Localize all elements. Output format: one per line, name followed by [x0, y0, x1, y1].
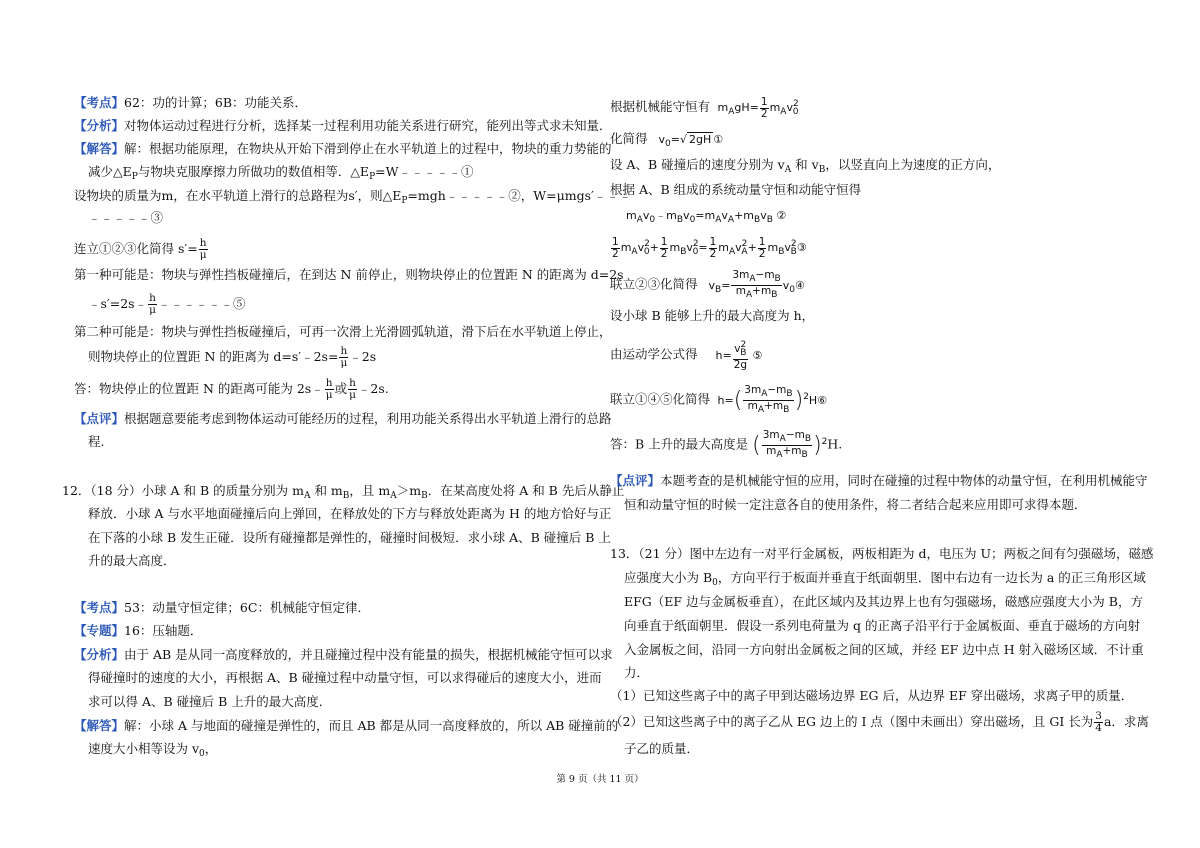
- text: 释放．小球 A 与水平地面碰撞后向上弹回，在释放处的下方与释放处距离为 H 的地方恰好与正: [88, 506, 612, 521]
- text: （2）已知这些离子中的离子乙从 EG 边上的 I 点（图中未画出）穿出磁场，且 GI 长为: [610, 714, 1094, 729]
- subscript: P: [401, 196, 408, 206]
- section-tag: 【分析】: [74, 118, 125, 133]
- jieda-line: [74, 139, 612, 159]
- text-line: [88, 551, 176, 571]
- text-line: [624, 592, 1143, 612]
- text: 联立①④⑤化简得: [610, 391, 711, 407]
- text-line: [624, 663, 649, 683]
- section-tag: 【专题】: [74, 623, 125, 638]
- equation-momentum: $m_Av_0﹣m_Bv_0=m_Av_A+m_Bv_B$ ②: [626, 209, 787, 225]
- subscript: 0: [199, 749, 205, 759]
- text: 答：B 上升的最大高度是: [610, 436, 749, 452]
- subscript: B: [818, 165, 826, 175]
- text: 子乙的质量．: [624, 741, 700, 756]
- denominator: 4: [1095, 722, 1102, 734]
- text: 入金属板之间，沿同一方向射出金属板之间的区域，并经 EF 边中点 H 射入磁场区域．不计重: [624, 642, 1144, 657]
- text-line: [610, 385, 827, 416]
- text: ，以竖直向上为速度的正方向，: [825, 157, 1001, 172]
- fraction: [348, 378, 357, 401]
- text-line: [624, 616, 1140, 636]
- dianping-line: [74, 409, 612, 429]
- text: 力．: [624, 665, 650, 680]
- text: 则物块停止的位置距 N 的距离为 d=s′﹣2s=: [88, 349, 339, 364]
- text: 在下落的小球 B 发生正碰．设所有碰撞都是弹性的，碰撞时间极短．求小球 A、B 碰撞后 B 上: [88, 530, 611, 545]
- text: 第一种可能是：物块与弹性挡板碰撞后，在到达 N 前停止，则物块停止的位置距 N 的距离为 d=2s: [74, 267, 624, 282]
- zhuanti-line: [74, 621, 202, 641]
- subscript: 0: [712, 578, 718, 588]
- section-tag: 【点评】: [610, 473, 661, 488]
- text-line: [610, 180, 861, 200]
- text-line: [74, 238, 209, 261]
- section-tag: 【点评】: [74, 411, 125, 426]
- section-tag: 【考点】: [74, 600, 125, 615]
- text: 答：物块停止的位置距 N 的距离可能为 2s﹣: [74, 381, 324, 396]
- subscript: A: [390, 491, 397, 501]
- text: （1）已知这些离子中的离子甲到达磁场边界 EG 后，从边界 EF 穿出磁场，求离子甲的质量．: [610, 688, 1134, 703]
- text: a．求离: [1103, 714, 1149, 729]
- fraction: [339, 346, 348, 369]
- text-line: [74, 322, 612, 342]
- text: 根据题意要能考虑到物体运动可能经历的过程，利用功能关系得出水平轨道上滑行的总路: [124, 411, 612, 426]
- text: ﹣2s: [349, 349, 377, 364]
- subscript: P: [369, 172, 376, 182]
- text: 设物块的质量为m，在水平轨道上滑行的总路程为s′，则△E: [74, 188, 402, 203]
- text: =W﹣﹣﹣﹣﹣①: [375, 164, 474, 179]
- text-line: [624, 568, 1146, 593]
- fraction: [1094, 711, 1103, 734]
- text: 和 v: [791, 157, 819, 172]
- text: ，方向平行于板面并垂直于纸面朝里．图中右边有一边长为 a 的正三角形区域: [717, 570, 1146, 585]
- text: 解：根据功能原理，在物块从开始下滑到停止在水平轨道上的过程中，物块的重力势能的: [124, 141, 612, 156]
- text: 根据 A、B 组成的系统动量守恒和动能守恒得: [610, 182, 862, 197]
- text: 与物块克服摩擦力所做功的数值相等．△E: [137, 164, 370, 179]
- denominator: μ: [325, 389, 333, 401]
- text: 速度大小相等设为 v: [88, 741, 200, 756]
- text: 解：小球 A 与地面的碰撞是弹性的，而且 AB 都是从同一高度释放的，所以 AB 碰撞前的: [124, 718, 619, 733]
- text: 16：压轴题．: [124, 623, 203, 638]
- text-line: [610, 711, 1149, 734]
- text-line: [88, 668, 602, 688]
- text: 和 m: [310, 483, 343, 498]
- subscript: B: [342, 491, 350, 501]
- fraction: [325, 378, 334, 401]
- fenxi-line: [74, 645, 613, 665]
- kaodian-line: [74, 93, 307, 113]
- section-tag: 【解答】: [74, 141, 125, 156]
- text: 减少△E: [88, 164, 132, 179]
- text: 向垂直于纸面朝里．假设一系列电荷量为 q 的正离子沿平行于金属板面、垂直于磁场的方向射: [624, 618, 1140, 633]
- denominator: μ: [199, 249, 207, 261]
- text-line: [88, 208, 163, 228]
- numerator: h: [349, 377, 356, 389]
- text: 62：功的计算；6B：功能关系．: [124, 95, 308, 110]
- subscript: B: [421, 491, 428, 501]
- text-line: [624, 640, 1144, 660]
- text: 设小球 B 能够上升的最大高度为 h，: [610, 308, 815, 323]
- text: 求可以得 A、B 碰撞后 B 上升的最大高度．: [88, 694, 332, 709]
- text: 或: [334, 381, 348, 396]
- text: 53：动量守恒定律；6C：机械能守恒定律．: [124, 600, 370, 615]
- numerator: h: [325, 377, 333, 389]
- text: ﹣﹣﹣﹣﹣③: [88, 210, 164, 225]
- subscript: P: [131, 172, 138, 182]
- denominator: μ: [349, 389, 356, 401]
- text: 由于 AB 是从同一高度释放的，并且碰撞过程中没有能量的损失，根据机械能守恒可以求: [124, 647, 613, 662]
- text: =mgh﹣﹣﹣﹣﹣②，W=μmgs′﹣﹣﹣: [407, 188, 632, 203]
- equation-energy: $m_AgH=$ $\frac{1}{2}$ $m_Av^2_0$: [714, 95, 799, 120]
- text-line: [624, 739, 699, 759]
- text: ﹣2s.: [357, 381, 389, 396]
- subscript: A: [303, 491, 311, 501]
- text: 13．（21 分）图中左边有一对平行金属板，两板相距为 d，电压为 U；两板之间有匀强磁场，磁感: [610, 546, 1154, 561]
- text-line: [88, 692, 331, 712]
- section-tag: 【考点】: [74, 95, 125, 110]
- denominator: μ: [340, 357, 348, 369]
- text: 对物体运动过程进行分析，选择某一过程利用功能关系进行研究，能列出等式求未知量．: [124, 118, 612, 133]
- answer-expression: ( $\frac{3mA-mB}{mA+mB}$ )$^2$: [752, 429, 828, 460]
- text: 恒和动量守恒的时候一定注意各自的使用条件，将二者结合起来应用即可求得本题．: [624, 497, 1087, 512]
- subscript: A: [784, 165, 792, 175]
- text: 连立①②③化简得 s′=: [74, 241, 198, 256]
- equation-kinetic: $\frac{1}{2}$ $m_Av^2_0+$ $\frac{1}{2}$ $m_Bv^2_0=$ $\frac{1}{2}$ $m_Av^2_A+$ $\frac{1}{2}$ $m_Bv^2_B③$: [612, 235, 807, 260]
- text: ．在某高度处将 A 和 B 先后从静止: [427, 483, 625, 498]
- section-tag: 【解答】: [74, 718, 125, 733]
- text: 联立②③化简得: [610, 276, 698, 292]
- text-line: [610, 340, 762, 371]
- text: 由运动学公式得: [610, 346, 698, 362]
- text-line: [610, 686, 1133, 706]
- text-line: [74, 265, 624, 285]
- text: 第二种可能是：物块与弹性挡板碰撞后，可再一次滑上光滑圆弧轨道，滑下后在水平轨道上停止，: [74, 324, 612, 339]
- kaodian-line: [74, 598, 370, 618]
- jieda-line: [74, 716, 618, 736]
- text: 程.: [88, 434, 105, 449]
- text: EFG（EF 边与金属板垂直），在此区域内及其边界上也有匀强磁场，磁感应强度大小为 B，方: [624, 594, 1143, 609]
- text: 设 A、B 碰撞后的速度分别为 v: [610, 157, 785, 172]
- text: ﹣﹣﹣﹣﹣﹣⑤: [157, 296, 246, 311]
- equation-vb: $v_B=$ $\frac{3mA-mB}{mA+mB}$ $v_0④$: [701, 269, 805, 300]
- text: 升的最大高度．: [88, 553, 176, 568]
- fraction: [199, 238, 208, 261]
- text-line: [610, 94, 798, 122]
- text: 12．（18 分）小球 A 和 B 的质量分别为 m: [62, 483, 304, 498]
- text-line: [88, 739, 217, 764]
- text: ，且 m: [349, 483, 391, 498]
- fraction: [148, 293, 157, 316]
- question-12: [62, 481, 624, 506]
- numerator: h: [149, 292, 156, 304]
- text-line: [88, 528, 611, 548]
- text-line: [88, 432, 104, 452]
- section-tag: 【分析】: [74, 647, 125, 662]
- text: 应强度大小为 B: [624, 570, 713, 585]
- page-footer: 第 9 页（共 11 页）: [556, 774, 644, 785]
- text: ＞m: [396, 483, 422, 498]
- equation-h-final: h=( $\frac{3mA-mB}{mA+mB}$ )$^2$H⑥: [714, 384, 828, 415]
- text-line: [88, 162, 473, 187]
- fenxi-line: [74, 116, 612, 136]
- question-13: [610, 544, 1154, 564]
- text-line: [610, 430, 842, 461]
- text-line: [88, 504, 611, 524]
- text: 化简得: [610, 131, 648, 146]
- text: 根据机械能守恒有: [610, 99, 711, 114]
- text: ，: [204, 741, 218, 756]
- dianping-line: [610, 471, 1148, 491]
- text: 得碰撞时的速度的大小，再根据 A、B 碰撞过程中动量守恒，可以求得碰后的速度大小，进而: [88, 670, 602, 685]
- numerator: 3: [1095, 710, 1102, 722]
- denominator: μ: [149, 304, 156, 316]
- numerator: h: [340, 345, 348, 357]
- equation-v0: $v_0=√$ 2gH ①: [651, 133, 724, 149]
- text: ﹣s′=2s﹣: [88, 296, 148, 311]
- text-line: [610, 306, 814, 326]
- numerator: h: [199, 237, 207, 249]
- text: H.: [827, 436, 843, 452]
- text-line: [88, 346, 376, 369]
- text-line: [610, 270, 805, 301]
- text-line: [74, 378, 389, 401]
- text: 本题考查的是机械能守恒的应用，同时在碰撞的过程中物体的动量守恒，在利用机械能守: [660, 473, 1148, 488]
- text-line: [610, 129, 723, 154]
- text-line: [610, 155, 1000, 180]
- text-line: [88, 293, 245, 316]
- equation-h: h= $\frac{v2B}{2g}$ ⑤: [701, 340, 763, 371]
- text-line: [624, 495, 1087, 515]
